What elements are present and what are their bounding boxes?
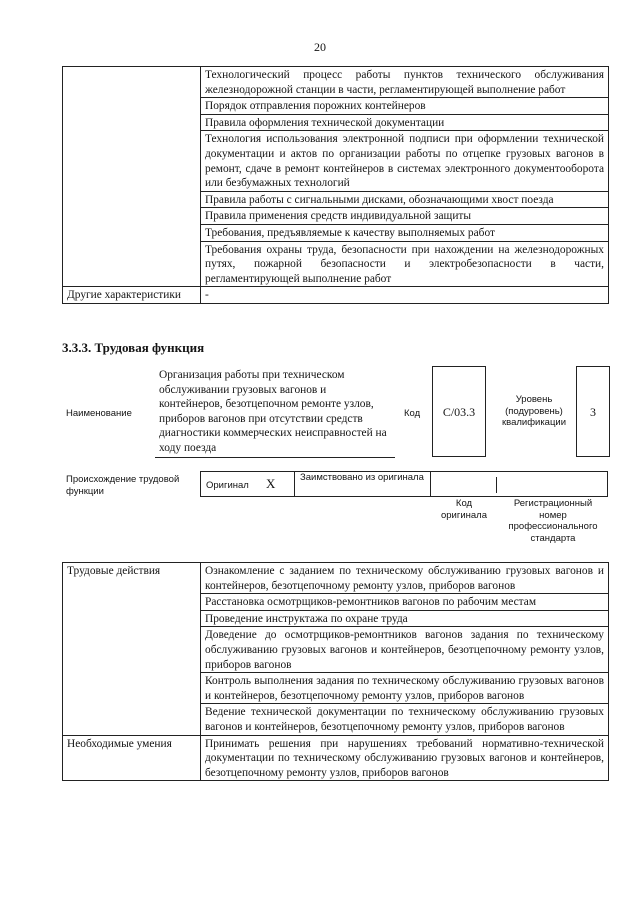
knowledge-item: Технология использования электронной подписи при оформлении технической документации и актов по организации работы по отцепке грузовых вагонов в ремонт, сдаче в ремонт контейнеров в системах электронного документооборота или безбумажных технологий	[201, 131, 609, 191]
knowledge-item: Правила применения средств индивидуальной защиты	[201, 208, 609, 225]
reg-caption: Регистрационный номер профессионального стандарта	[508, 498, 598, 544]
actions-label: Трудовые действия	[63, 563, 201, 736]
skill-item: Принимать решения при нарушениях требований нормативно-технической документации по техническому обслуживанию грузовых вагонов и контейнеров, безотцепочному ремонту узлов, приборов вагонов	[201, 735, 609, 781]
skills-label: Необходимые умения	[63, 735, 201, 781]
action-item: Проведение инструктажа по охране труда	[201, 610, 609, 627]
origin-label: Происхождение трудовой функции	[66, 474, 180, 497]
original-label: Оригинал	[206, 480, 249, 491]
level-label: Уровень (подуровень) квалификации	[501, 394, 567, 428]
code-label: Код	[404, 408, 421, 419]
action-item: Расстановка осмотрщиков-ремонтников вагонов по рабочим местам	[201, 594, 609, 611]
knowledge-item: Требования, предъявляемые к качеству выполняемых работ	[201, 224, 609, 241]
knowledge-label-cell	[63, 67, 201, 287]
code-value: C/03.3	[432, 366, 486, 457]
knowledge-item: Правила работы с сигнальными дисками, обозначающими хвост поезда	[201, 191, 609, 208]
origin-divider	[496, 477, 497, 493]
name-label: Наименование	[66, 408, 132, 419]
code-caption: Код оригинала	[440, 498, 487, 521]
knowledge-item: Порядок отправления порожних контейнеров	[201, 98, 609, 115]
action-item: Доведение до осмотрщиков-ремонтников вагонов задания по техническому обслуживанию грузовых вагонов и контейнеров, безотцепочному ремонту узлов, приборов вагонов	[201, 627, 609, 673]
origin-divider	[294, 471, 295, 497]
other-characteristics-value: -	[201, 287, 609, 304]
level-value: 3	[576, 366, 610, 457]
function-name: Организация работы при техническом обслуживании грузовых вагонов и контейнеров, безотцепочном ремонте узлов, приборов вагонов при отсутствии средств диагностики коммерческих неисправностей на ходу поезда	[155, 366, 395, 458]
borrowed-label: Заимствовано из оригинала	[300, 472, 424, 483]
knowledge-table	[62, 66, 609, 304]
original-mark: X	[266, 476, 276, 491]
action-item: Ведение технической документации по техническому обслуживанию грузовых вагонов и контейнеров, безотцепочному ремонту узлов, приборов вагонов	[201, 704, 609, 735]
section-title: 3.3.3. Трудовая функция	[62, 340, 205, 355]
knowledge-item: Правила оформления технической документации	[201, 114, 609, 131]
action-item: Контроль выполнения задания по техническому обслуживанию грузовых вагонов и контейнеров, безотцепочному ремонту узлов, приборов вагонов	[201, 673, 609, 704]
knowledge-item: Технологический процесс работы пунктов технического обслуживания железнодорожной станции в части, регламентирующей выполнение работ	[201, 67, 609, 98]
other-characteristics-label: Другие характеристики	[63, 287, 201, 304]
action-item: Ознакомление с заданием по техническому обслуживанию грузовых вагонов и контейнеров, безотцепочному ремонту узлов, приборов вагонов	[201, 563, 609, 594]
page-number: 20	[314, 40, 326, 54]
origin-divider	[430, 471, 431, 497]
knowledge-item: Требования охраны труда, безопасности при нахождении на железнодорожных путях, пожарной безопасности и электробезопасности в части, регламентирующей выполнение работ	[201, 241, 609, 287]
actions-table	[62, 562, 609, 781]
